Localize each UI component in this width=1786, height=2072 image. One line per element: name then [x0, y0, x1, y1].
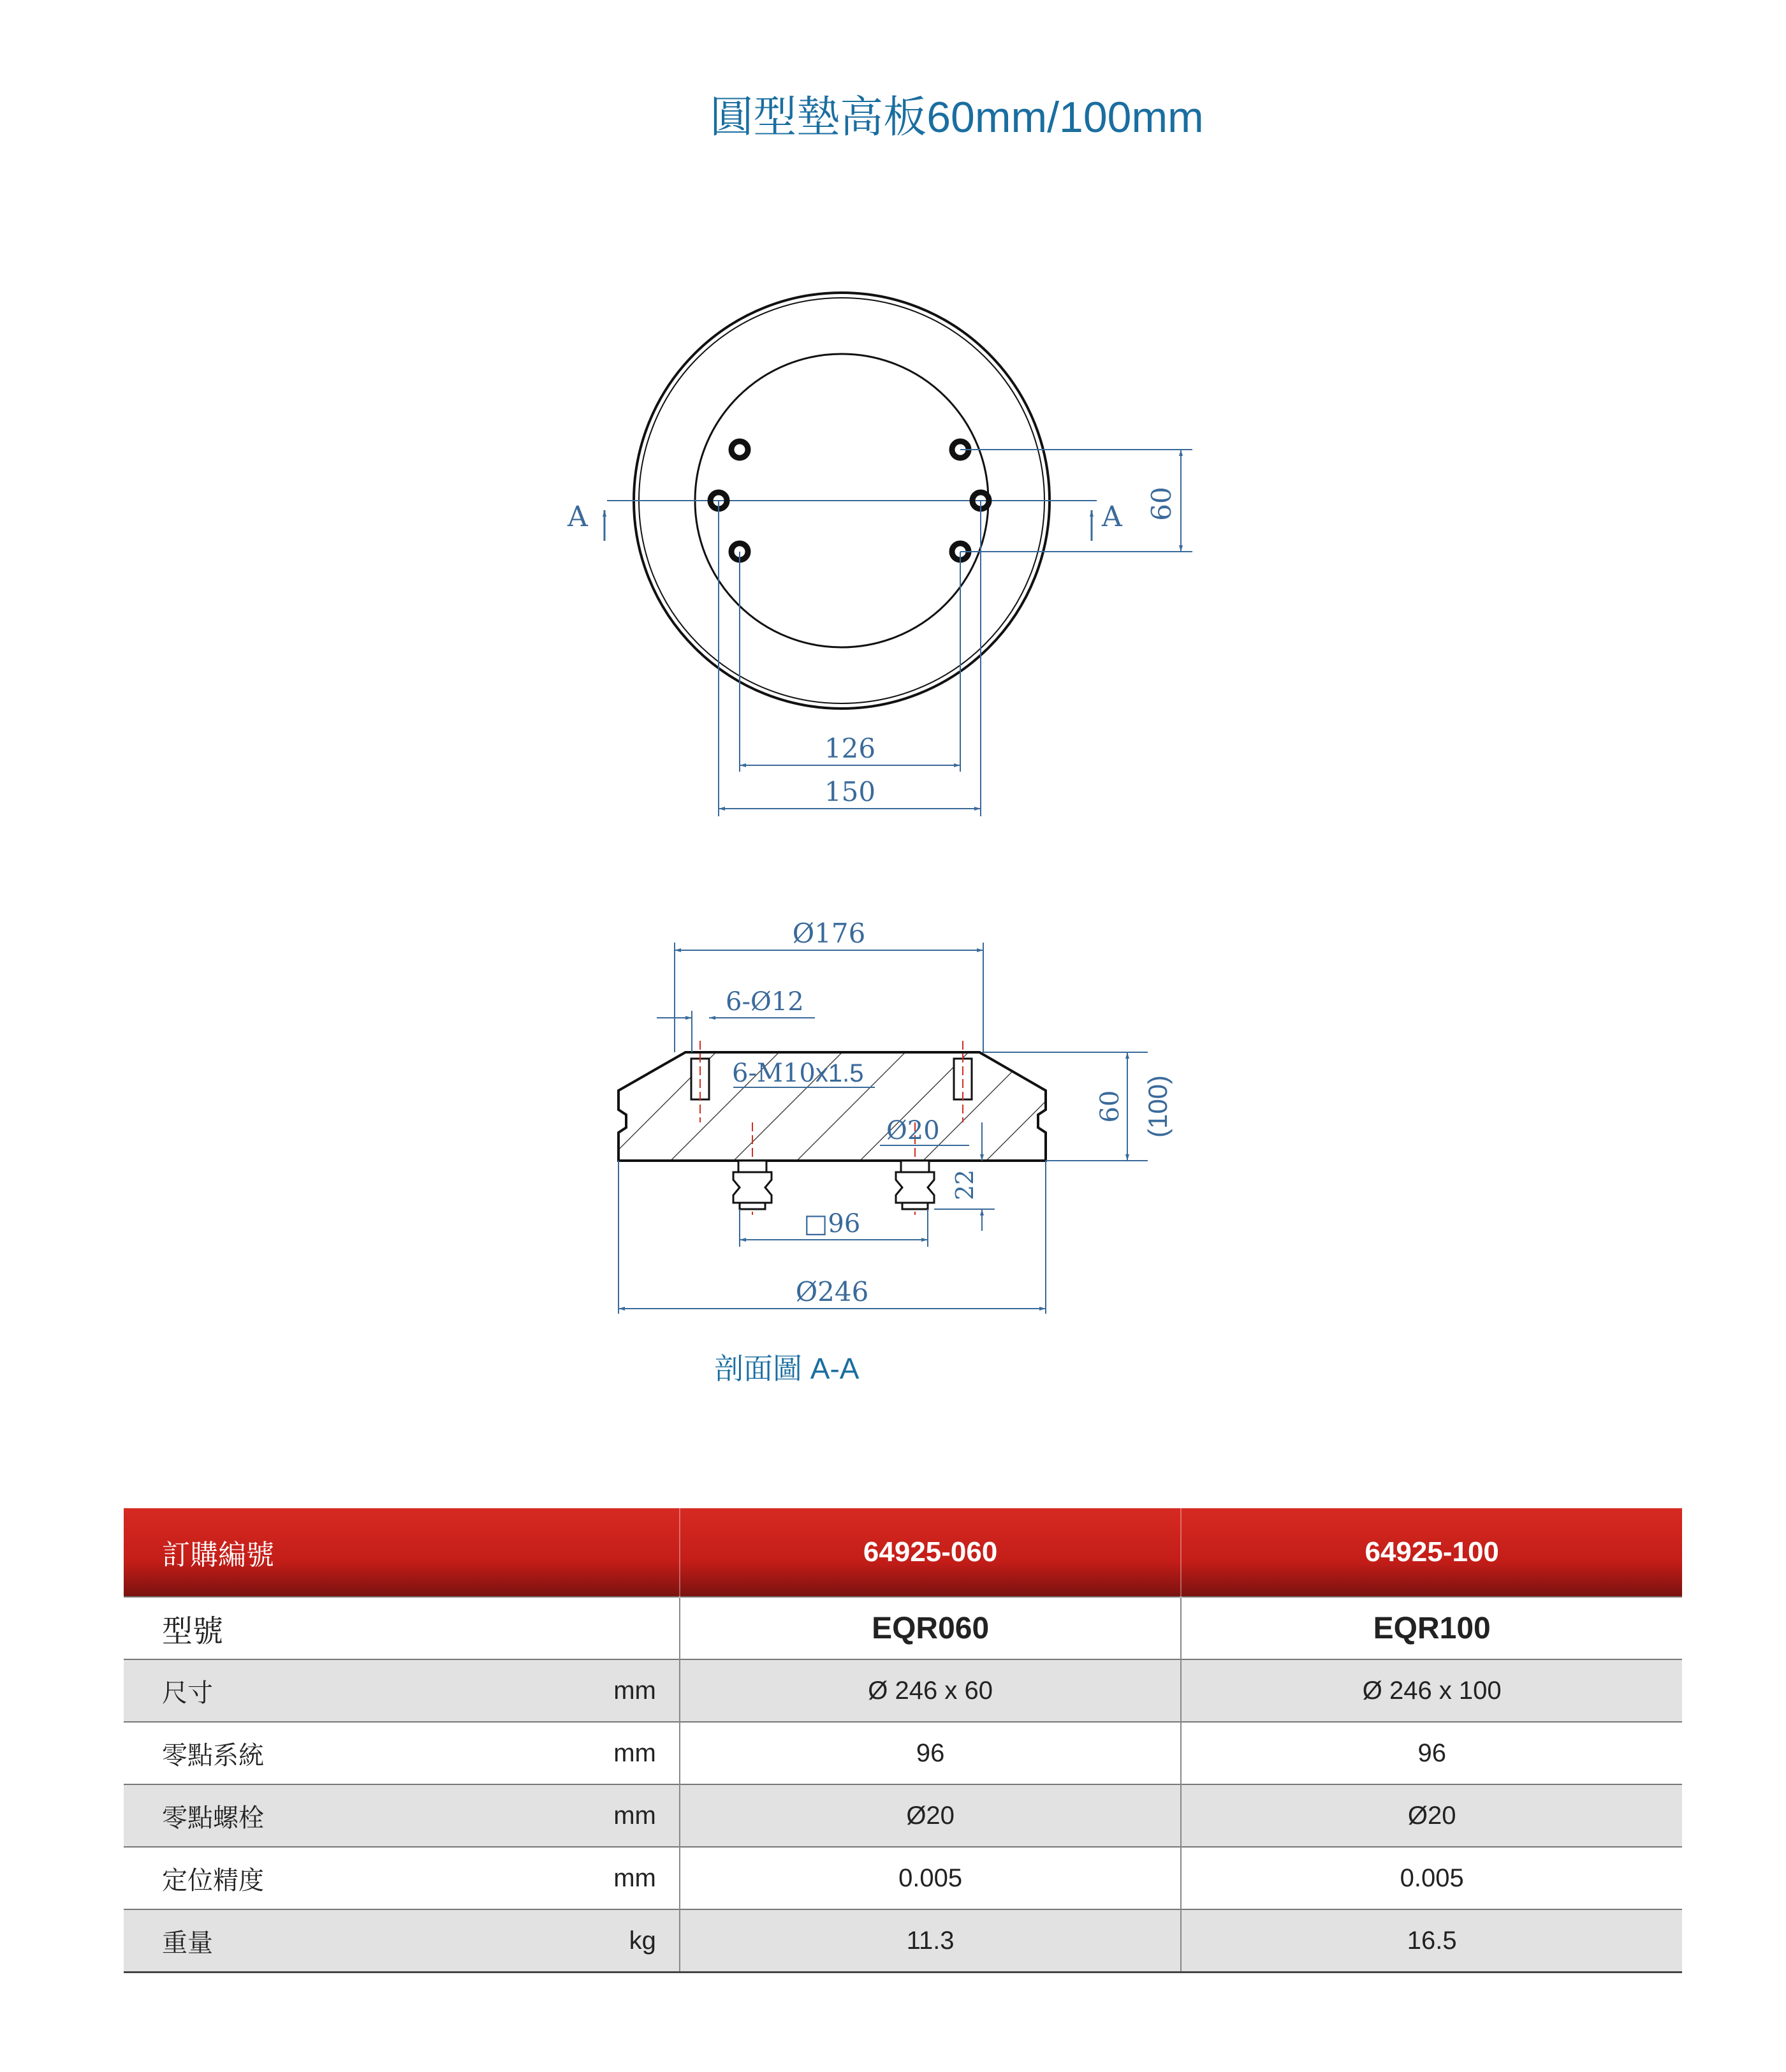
header-part-100: 64925-100	[1181, 1508, 1682, 1597]
dim-246: Ø246	[795, 1276, 869, 1307]
top-view	[567, 293, 1192, 816]
row-unit: mm	[559, 1659, 680, 1722]
row-label: 重量	[124, 1909, 559, 1973]
dim-150: 150	[824, 776, 876, 807]
row-unit: mm	[559, 1784, 680, 1847]
cell-value: Ø 246 x 60	[680, 1659, 1182, 1722]
cell-value: Ø20	[680, 1784, 1182, 1847]
cell-value: Ø 246 x 100	[1181, 1659, 1682, 1722]
row-label: 定位精度	[124, 1847, 559, 1909]
table-row	[124, 1909, 1682, 1973]
header-part-060: 64925-060	[680, 1508, 1182, 1597]
cell-value: Ø20	[1181, 1784, 1682, 1847]
table-header-row	[124, 1508, 1682, 1597]
header-order-number: 訂購編號	[124, 1508, 680, 1597]
cell-value: 16.5	[1181, 1909, 1682, 1973]
section-marker-right: A	[1102, 501, 1122, 533]
cell-value: EQR100	[1181, 1597, 1682, 1659]
row-unit: kg	[559, 1909, 680, 1973]
row-label: 尺寸	[124, 1659, 559, 1722]
page-title: 圓型墊高板60mm/100mm	[710, 93, 1204, 142]
cell-value: EQR060	[680, 1597, 1182, 1659]
dim-20: Ø20	[886, 1116, 940, 1145]
row-label: 零點螺栓	[124, 1784, 559, 1847]
table-row	[124, 1722, 1682, 1784]
zero-point-stud-right	[896, 1161, 934, 1209]
row-label: 型號	[124, 1597, 680, 1659]
dim-60-section: 60	[1095, 1090, 1125, 1123]
hole	[731, 441, 748, 458]
table-row	[124, 1847, 1682, 1909]
cell-value: 11.3	[680, 1909, 1182, 1973]
cell-value: 0.005	[1181, 1847, 1682, 1909]
dim-176: Ø176	[792, 918, 866, 949]
dim-60-top: 60	[1146, 487, 1177, 521]
dim-126: 126	[824, 733, 876, 764]
section-label: 剖面圖 A-A	[714, 1352, 860, 1385]
dim-holes: 6-Ø12	[726, 987, 804, 1017]
cell-value: 96	[1181, 1722, 1682, 1784]
table-row-model	[124, 1597, 1682, 1659]
table-row	[124, 1784, 1682, 1847]
dim-22: 22	[951, 1169, 979, 1201]
dim-thread: 6-M10x1.5	[732, 1059, 864, 1088]
zero-point-stud-left	[733, 1161, 772, 1209]
cell-value: 0.005	[680, 1847, 1182, 1909]
row-unit: mm	[559, 1722, 680, 1784]
dim-96: □96	[803, 1209, 861, 1238]
row-unit: mm	[559, 1847, 680, 1909]
dim-100: (100)	[1143, 1075, 1173, 1138]
row-label: 零點系統	[124, 1722, 559, 1784]
spec-table	[124, 1508, 1682, 1973]
cell-value: 96	[680, 1722, 1182, 1784]
section-view	[619, 918, 1173, 1314]
table-row	[124, 1659, 1682, 1722]
section-marker-left: A	[567, 501, 588, 533]
